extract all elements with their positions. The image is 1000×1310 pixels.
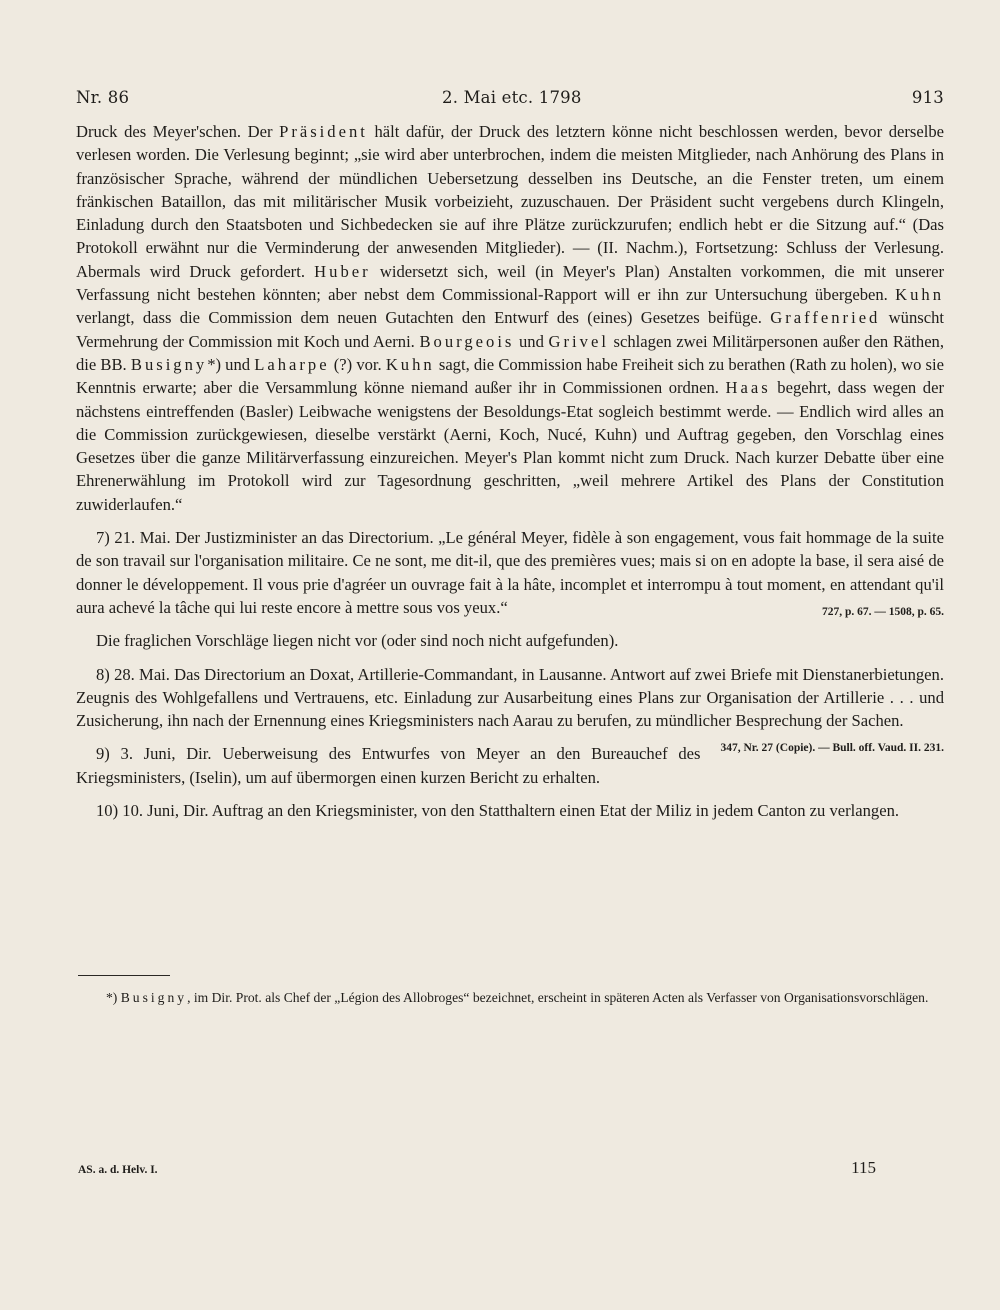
note-paragraph: Die fraglichen Vorschläge liegen nicht vor (oder sind noch nicht aufgefunden). xyxy=(96,631,619,651)
page-number: 913 xyxy=(911,88,944,107)
spaced-name: Busigny xyxy=(130,354,208,374)
footnote: *) Busigny, im Dir. Prot. als Chef der „Légion des Allobroges“ bezeichnet, erscheint in späteren Acten als Verfasser von Organisationsvorschlägen. xyxy=(106,990,929,1005)
spaced-name: Kuhn xyxy=(895,285,944,305)
entry-8: 8) 28. Mai. Das Directorium an Doxat, Artillerie-Commandant, in Lausanne. Antwort auf zwei Briefe mit Dienstanerbietungen. Zeugnis des Wohlgefallens und Vertrauens, etc. Einladung zur Ausarbeitung eines Plans zur Organisation der Artillerie . . . und Zusicherung, ihn nach der Ernennung eines Kriegsministers nach Aarau zu berufen, zu mündlicher Besprechung der Sachen. 347, Nr. 27 (Copie). — Bull. off. Vaud. II. 231. xyxy=(76,663,944,733)
spaced-name: Huber xyxy=(314,261,371,281)
spaced-name: Präsident xyxy=(279,122,368,141)
signature-mark: AS. a. d. Helv. I. xyxy=(78,1164,158,1176)
header-date: 2. Mai etc. 1798 xyxy=(442,88,582,107)
document-number: Nr. 86 xyxy=(76,88,130,107)
sheet-number: 115 xyxy=(851,1158,876,1177)
main-text xyxy=(76,120,944,822)
running-header xyxy=(76,88,944,110)
spaced-name: Graffenried xyxy=(770,308,881,328)
source-reference: 727, p. 67. — 1508, p. 65. xyxy=(821,605,944,618)
paragraph-session-report: Druck des Meyer'schen. Der Präsident hält dafür, der Druck des letztern könne nicht beschlossen werden, bevor derselbe verlesen worden. Die Verlesung beginnt; „sie wird aber unterbrochen, indem die meisten Mitglieder, nach Anhörung des Plans in französischer Sprache, während der mündlichen Uebersetzung desselben ins Deutsche, an die Fenster treten, um einem fränkischen Bataillon, das mit militärischer Musik vorbeizieht, zuzuschauen. Der Präsident sucht vergebens durch Klingeln, Einladung durch den Staatsboten und Sichbedecken sie auf ihre Plätze zurückzurufen; endlich hebt er die Sitzung auf.“ (Das Protokoll erwähnt nur die Verminderung der anwesenden Mitglieder). — (II. Nachm.), Fortsetzung: Schluss der Verlesung. Abermals wird Druck gefordert. Huber widersetzt sich, weil (in Meyer's Plan) Anstalten vorkommen, die mit unserer Verfassung nicht bestehen könnten; aber nebst dem Commissional-Rapport will er ihn zur Untersuchung übergeben. Kuhn verlangt, dass die Commission dem neuen Gutachten den Entwurf des (eines) Gesetzes beifüge. Graffenried wünscht Vermehrung der Commission mit Koch und Aerni. Bourgeois und Grivel schlagen zwei Militärpersonen außer den Räthen, die BB. Busigny*) und Laharpe (?) vor. Kuhn sagt, die Commission habe Freiheit sich zu berathen (Rath zu holen), wo sie Kenntnis erwarte; aber die Versammlung könne niemand außer ihr in Commissionen ordnen. Haas begehrt, dass wegen der nächstens eintreffenden (Basler) Leibwache wenigstens der Besoldungs-Etat sogleich bestimmt werde. — Endlich wird alles an die Commission zurückgewiesen, dieselbe verstärkt (Aerni, Koch, Nucé, Kuhn) und Auftrag gegeben, den Vorschlag eines Gesetzes über die ganze Militärverfassung einzureichen. Meyer's Plan kommt nicht zum Druck. Nach kurzer Debatte über eine Ehrenerwählung im Protokoll wird zur Tagesordnung geschritten, „weil mehrere Artikel des Plans der Constitution zuwiderlaufen.“ xyxy=(76,122,945,514)
spaced-name: Busigny xyxy=(120,990,188,1005)
entry-7: 7) 21. Mai. Der Justizminister an das Directorium. „Le général Meyer, fidèle à son engagement, vous fait hommage de la suite de son travail sur l'organisation militaire. Ce ne sont, me dit-il, que des premières vues; mais si on en adopte la base, il sera aisé de donner le développement. Il vous prie d'agréer un ouvrage fait à la hâte, incomplet et interrompu à tout moment, en attendant qu'il aura achevé la tâche qui lui reste encore à mettre sous vos yeux.“ 727, p. 67. — 1508, p. 65. xyxy=(76,526,944,619)
entry-10: 10) 10. Juni, Dir. Auftrag an den Kriegsminister, von den Statthaltern einen Etat der Miliz in jedem Canton zu verlangen. xyxy=(96,801,900,821)
entry-9: 9) 3. Juni, Dir. Ueberweisung des Entwurfes von Meyer an den Bureauchef des Kriegsministers, (Iselin), um auf übermorgen einen kurzen Bericht zu erhalten. xyxy=(76,744,701,787)
spaced-name: Haas xyxy=(725,378,771,398)
footnote-mark: *) xyxy=(106,990,121,1005)
spaced-name: Grivel xyxy=(548,331,609,351)
source-reference: 347, Nr. 27 (Copie). — Bull. off. Vaud. II. 231. xyxy=(720,742,944,755)
spaced-name: Kuhn xyxy=(385,354,435,374)
spaced-name: Bourgeois xyxy=(419,331,515,351)
footnote-divider xyxy=(78,975,170,976)
spaced-name: Laharpe xyxy=(254,354,330,374)
